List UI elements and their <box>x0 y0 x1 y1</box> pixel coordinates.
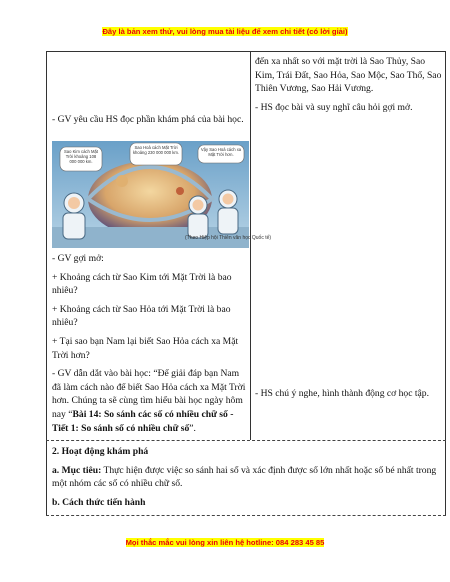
section-heading <box>52 445 442 459</box>
lesson-title: Bài 14: So sánh các số có nhiều chữ số - Tiết 1: So sánh số có nhiều chữ số <box>52 408 234 434</box>
right-para-planets: đến xa nhất so với mặt trời là Sao Thủy, Sao Kim, Trái Đất, Sao Hỏa, Sao Mộc, Sao Thổ, Sao Thiên Vương, Sao Hải Vương. <box>255 56 442 95</box>
section-method <box>52 496 442 510</box>
section-method-text: b. Cách thức tiến hành <box>52 496 146 508</box>
left-para-hint: - GV gợi mở: <box>52 253 104 264</box>
section-goal <box>52 464 442 491</box>
bubble-venus: Sao Kim cách Mặt Trời khoảng 108 000 000 km. <box>64 149 98 164</box>
top-banner <box>0 27 450 36</box>
left-para-lesson-intro <box>52 367 246 435</box>
bubble-mars: Sao Hoả cách Mặt Trời khoảng 230 000 000 km. <box>132 145 180 155</box>
table-right-border <box>445 51 446 516</box>
section-goal-label: a. Mục tiêu: <box>52 464 102 476</box>
right-cell-planets <box>255 55 443 119</box>
lesson-intro-text: - GV dẫn dắt vào bài học: “Để giải đáp bạn Nam đã làm cách nào để biết Sao Hỏa cách xa Mặt Trời hơn. Chúng ta sẽ cùng tìm hiểu bài học ngày hôm nay “ <box>52 368 246 420</box>
lesson-intro-end: ”. <box>189 422 196 434</box>
section-heading-text: 2. Hoạt động khám phá <box>52 446 149 457</box>
table-bottom-border <box>46 515 446 516</box>
section-divider <box>46 440 446 441</box>
left-question-mars: + Khoảng cách từ Sao Hỏa tới Mặt Trời là bao nhiêu? <box>52 303 231 329</box>
section-goal-text: Thực hiện được việc so sánh hai số và xác định được số lớn nhất hoặc số bé nhất trong một nhóm các số có nhiều chữ số. <box>52 464 437 490</box>
right-cell-listen <box>255 387 443 406</box>
table-left-border <box>46 51 47 516</box>
section-discovery <box>52 445 442 514</box>
top-banner-text: Đây là bản xem thử, vui lòng mua tài liệu để xem chi tiết (có lời giải) <box>102 27 348 36</box>
bottom-banner <box>0 538 450 547</box>
left-cell-questions <box>52 252 246 440</box>
illustration-credit: (Theo Hiệp hội Thiên văn học Quốc tế) <box>185 235 272 241</box>
astronaut-illustration <box>52 141 249 248</box>
right-para-read: - HS đọc bài và suy nghĩ câu hỏi gợi mở. <box>255 101 413 113</box>
left-question-why: + Tại sao bạn Nam lại biết Sao Hỏa cách xa Mặt Trời hơn? <box>52 335 239 361</box>
left-question-venus: + Khoảng cách từ Sao Kim tới Mặt Trời là bao nhiêu? <box>52 271 232 297</box>
bottom-banner-text: Mọi thắc mắc vui lòng xin liên hệ hotline: 084 283 45 85 <box>125 538 325 547</box>
left-cell-intro <box>52 113 246 132</box>
bubble-conclusion: Vậy Sao Hoả cách xa Mặt Trời hơn. <box>200 147 242 157</box>
right-para-listen: - HS chú ý nghe, hình thành động cơ học tập. <box>255 388 429 399</box>
table-top-border <box>46 51 446 52</box>
left-para-request: - GV yêu cầu HS đọc phần khám phá của bài học. <box>52 114 244 125</box>
column-divider <box>250 51 251 440</box>
